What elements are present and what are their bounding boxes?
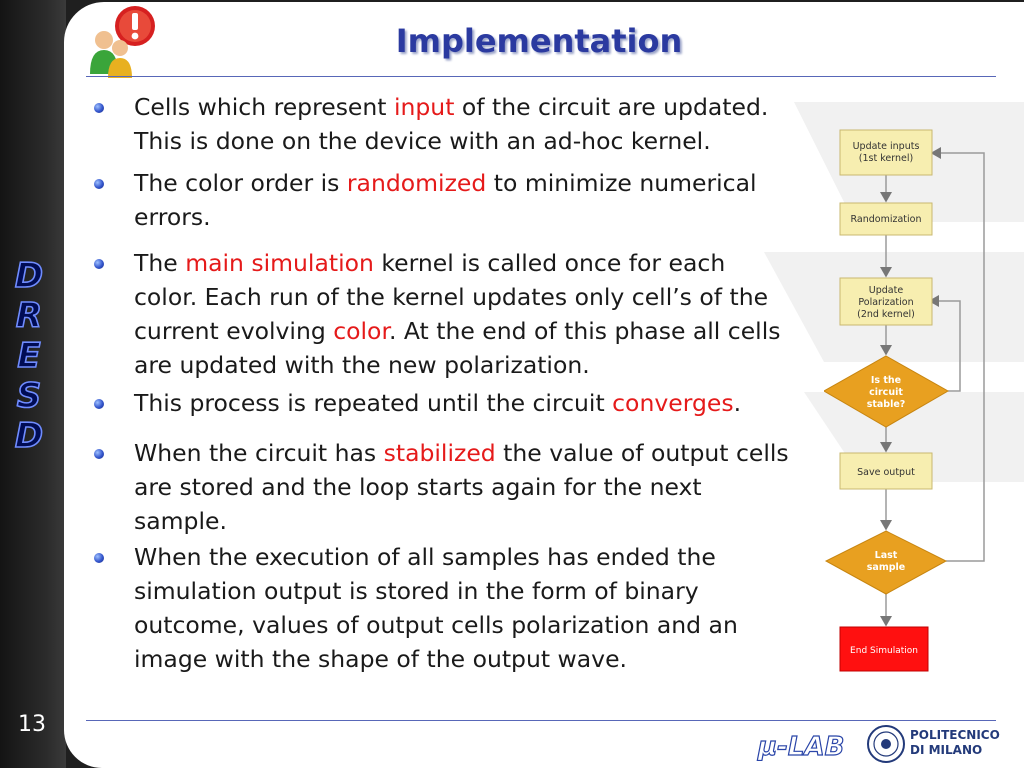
slide-title: Implementation	[395, 22, 683, 60]
node-text: Save output	[857, 467, 915, 478]
bullet-item	[94, 246, 794, 382]
node-update-inputs	[840, 130, 932, 175]
node-end-simulation	[840, 627, 928, 671]
flowchart-diagram	[824, 97, 1024, 697]
bullet-dot-icon	[94, 449, 104, 459]
node-text: sample	[866, 562, 906, 573]
node-text: Polarization	[858, 297, 914, 308]
university-seal-icon	[866, 724, 906, 764]
title-divider	[86, 76, 996, 77]
users-alert-icon	[76, 4, 166, 80]
university-name-line: DI MILANO	[910, 743, 983, 757]
node-text: Update inputs	[852, 141, 920, 152]
node-update-polarization	[840, 278, 932, 325]
bullet-text: The color order is randomized to minimize numerical errors.	[134, 169, 757, 231]
svg-text:E: E	[17, 336, 41, 376]
bullet-item	[94, 436, 794, 538]
svg-text:S: S	[16, 376, 42, 416]
page-number: 13	[18, 712, 46, 737]
bullet-text: Cells which represent input of the circuit are updated. This is done on the device with an ad-hoc kernel.	[134, 93, 769, 155]
node-text: End Simulation	[850, 646, 918, 656]
bullet-list	[94, 90, 794, 676]
node-save-output	[840, 453, 932, 489]
bullet-item	[94, 386, 794, 420]
university-name-line: POLITECNICO	[910, 728, 1000, 742]
footer-divider	[86, 720, 996, 721]
slide-content	[64, 2, 1024, 768]
svg-text:R: R	[15, 296, 43, 336]
node-last-sample-decision	[826, 531, 946, 594]
node-text: Randomization	[850, 214, 922, 225]
node-text: Update	[868, 285, 904, 296]
node-text: Is the	[870, 375, 902, 386]
node-text: (1st kernel)	[858, 153, 914, 164]
node-randomization	[840, 203, 932, 235]
university-name	[910, 728, 1020, 758]
bullet-item	[94, 540, 794, 676]
node-text: stable?	[866, 399, 906, 410]
bullet-item	[94, 166, 794, 234]
bullet-text: When the execution of all samples has ended the simulation output is stored in the form of binary outcome, values of output cells polarization and an image with the shape of the output wave.	[134, 543, 738, 673]
node-text: (2nd kernel)	[857, 309, 915, 320]
left-sidebar-band	[0, 0, 66, 768]
bullet-item	[94, 90, 794, 158]
ulab-logo	[754, 729, 844, 761]
svg-text:µ-LAB: µ-LAB	[758, 732, 844, 761]
node-text: circuit	[869, 387, 903, 398]
bullet-text: This process is repeated until the circuit converges.	[134, 389, 742, 417]
bullet-text: When the circuit has stabilized the value of output cells are stored and the loop starts again for the next sample.	[134, 439, 789, 535]
bullet-dot-icon	[94, 259, 104, 269]
node-is-stable-decision	[824, 356, 948, 427]
dresd-logo	[4, 255, 54, 455]
node-text: Last	[874, 550, 898, 561]
svg-text:D: D	[14, 256, 44, 296]
bullet-dot-icon	[94, 179, 104, 189]
bullet-dot-icon	[94, 553, 104, 563]
bullet-text: The main simulation kernel is called once for each color. Each run of the kernel updates only cell’s of the current evolving color. At the end of this phase all cells are updated with the new polarization.	[134, 249, 781, 379]
bullet-dot-icon	[94, 399, 104, 409]
svg-text:D: D	[14, 416, 44, 455]
bullet-dot-icon	[94, 103, 104, 113]
